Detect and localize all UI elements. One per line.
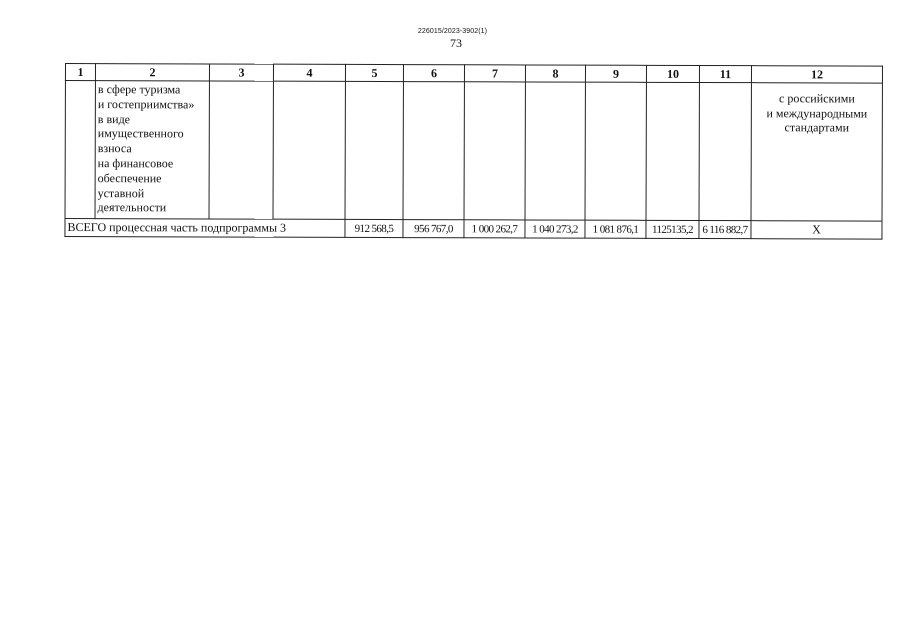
total-label: ВСЕГО процессная часть подпрограммы 3 (65, 219, 345, 238)
column-header-5: 5 (345, 64, 403, 81)
total-value-col-12: Х (751, 221, 882, 239)
cell-col-1 (65, 81, 95, 219)
total-value-col-6: 956 767,0 (403, 220, 464, 238)
cell-col-6 (403, 82, 464, 220)
column-header-7: 7 (464, 65, 525, 82)
total-value-col-5: 912 568,5 (345, 219, 403, 237)
total-row (65, 219, 882, 240)
budget-table (64, 63, 883, 240)
cell-col-8 (525, 82, 585, 220)
cell-col-2 (95, 81, 209, 219)
cell-col-11 (699, 82, 751, 220)
column-header-8: 8 (525, 65, 585, 82)
cell-col-3 (209, 81, 273, 219)
total-value-col-10: 1125135,2 (646, 220, 699, 238)
cell-col-4 (273, 81, 345, 219)
column-header-11: 11 (699, 65, 751, 82)
column-header-1: 1 (65, 64, 95, 81)
standards-note: с российскими и международными стандартами (766, 91, 868, 135)
column-header-2: 2 (95, 64, 209, 81)
cell-col-10 (646, 82, 699, 220)
total-value-col-9: 1 081 876,1 (585, 220, 646, 238)
cell-col-12 (751, 83, 882, 221)
cell-col-5 (345, 81, 403, 219)
column-header-3: 3 (209, 64, 273, 81)
total-value-col-7: 1 000 262,7 (464, 220, 525, 238)
column-header-12: 12 (751, 66, 882, 83)
table-row (65, 81, 882, 222)
column-header-6: 6 (403, 65, 464, 82)
page-number: 73 (450, 36, 462, 50)
total-value-col-8: 1 040 273,2 (525, 220, 585, 238)
column-header-9: 9 (585, 65, 646, 82)
activity-description: в сфере туризма и гостеприимства» в виде имущественного взноса на финансовое обеспечение уставной деятельности (97, 82, 195, 215)
total-value-col-11: 6 116 882,7 (699, 220, 751, 238)
column-header-4: 4 (273, 64, 345, 81)
cell-col-7 (464, 82, 525, 220)
document-registration-number: 226015/2023-3902(1) (417, 28, 488, 35)
cell-col-9 (585, 82, 646, 220)
column-header-10: 10 (646, 65, 699, 82)
